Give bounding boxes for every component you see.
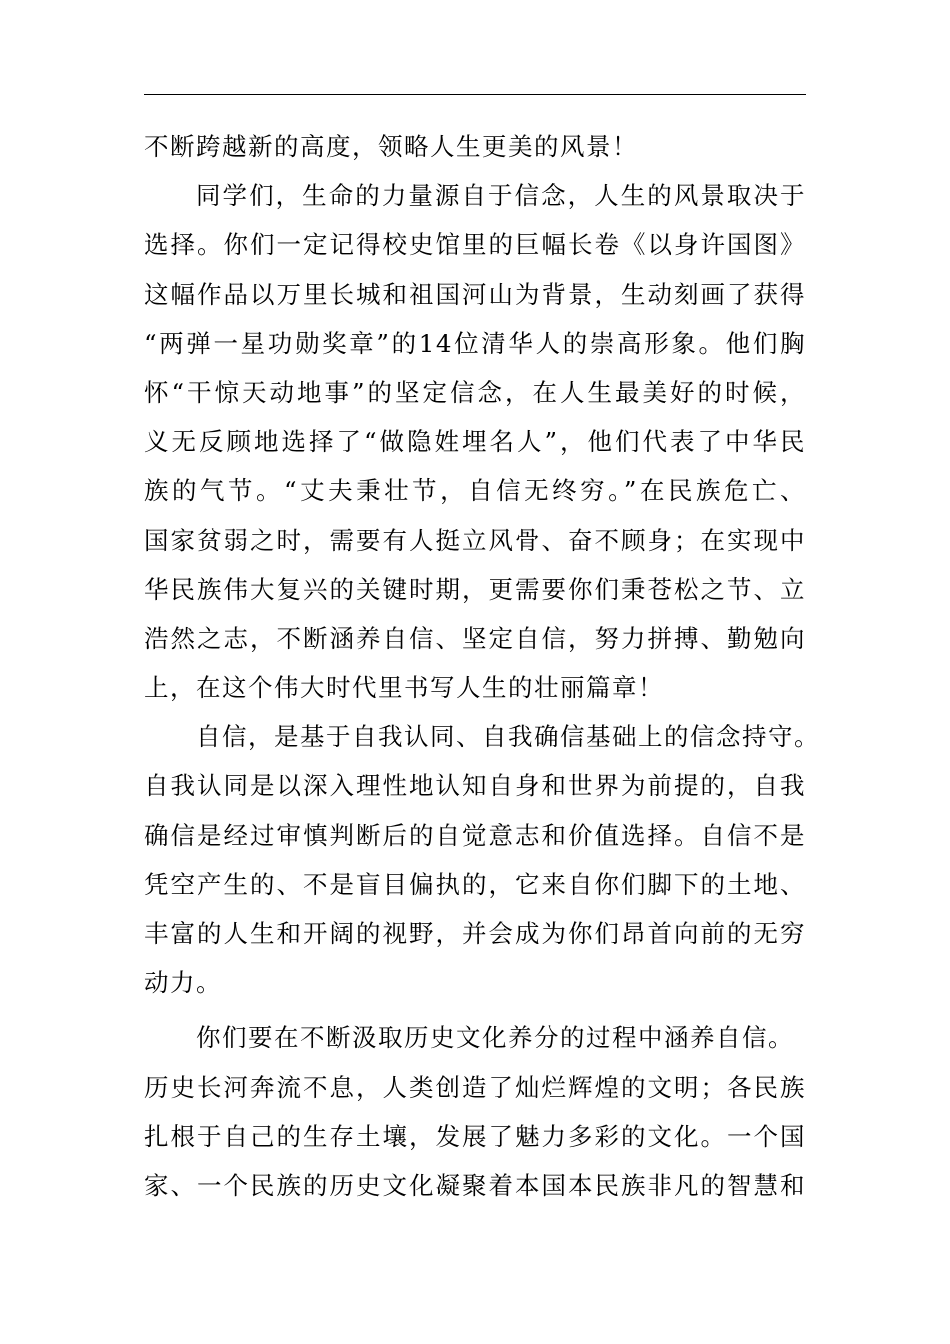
text-line: 怀“干惊天动地事”的坚定信念，在人生最美好的时候， (144, 377, 806, 407)
text-line: 自我认同是以深入理性地认知自身和世界为前提的，自我 (144, 771, 806, 801)
text-line: 丰富的人生和开阔的视野，并会成为你们昂首向前的无穷 (144, 919, 806, 948)
text-line: 华民族伟大复兴的关键时期，更需要你们秉苍松之节、立 (144, 574, 806, 604)
text-line: “两弹一星功勋奖章”的14位清华人的崇高形象。他们胸 (144, 328, 806, 358)
text-line: 选择。你们一定记得校史馆里的巨幅长卷《以身许国图》 (144, 230, 806, 260)
text-line: 国家贫弱之时，需要有人挺立风骨、奋不顾身；在实现中 (144, 525, 806, 555)
text-line: 义无反顾地选择了“做隐姓埋名人”，他们代表了中华民 (144, 427, 806, 457)
text-line: 同学们，生命的力量源自于信念，人生的风景取决于 (196, 181, 806, 211)
text-line: 家、一个民族的历史文化凝聚着本国本民族非凡的智慧和 (144, 1170, 806, 1200)
text-line: 上，在这个伟大时代里书写人生的壮丽篇章！ (144, 673, 664, 703)
text-line: 凭空产生的、不是盲目偏执的，它来自你们脚下的土地、 (144, 869, 806, 899)
document-body (144, 122, 824, 1210)
text-line: 族的气节。“丈夫秉壮节，自信无终穷。”在民族危亡、 (144, 476, 806, 506)
header-rule (144, 94, 806, 95)
text-line: 自信，是基于自我认同、自我确信基础上的信念持守。 (196, 722, 820, 752)
text-line: 这幅作品以万里长城和祖国河山为背景，生动刻画了获得 (144, 279, 806, 309)
text-line: 浩然之志，不断涵养自信、坚定自信，努力拼搏、勤勉向 (144, 623, 806, 653)
text-line: 确信是经过审慎判断后的自觉意志和价值选择。自信不是 (144, 820, 806, 850)
text-line: 不断跨越新的高度，领略人生更美的风景！ (144, 132, 638, 161)
text-line: 动力。 (144, 968, 222, 998)
text-line: 扎根于自己的生存土壤，发展了魅力多彩的文化。一个国 (144, 1121, 806, 1151)
text-line: 历史长河奔流不息，人类创造了灿烂辉煌的文明；各民族 (144, 1072, 806, 1102)
text-line: 你们要在不断汲取历史文化养分的过程中涵养自信。 (196, 1023, 794, 1053)
